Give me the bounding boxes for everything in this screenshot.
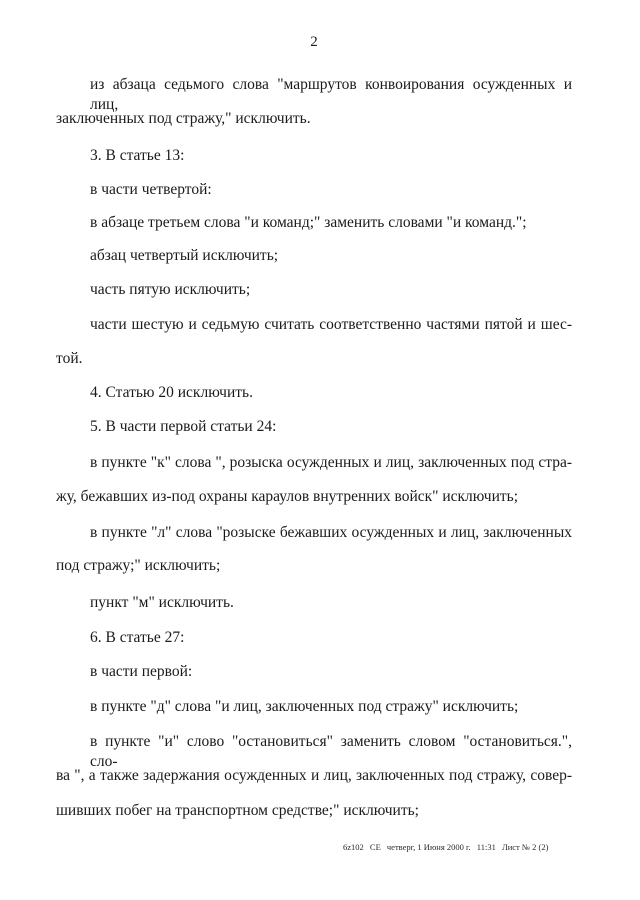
text-line: часть пятую исключить; xyxy=(90,281,251,298)
page-number: 2 xyxy=(310,34,318,50)
text-line: пункт "м" исключить. xyxy=(90,594,234,611)
text-line: жу, бежавших из-под охраны караулов внутренних войск" исключить; xyxy=(56,488,519,505)
footer-time: 11:31 xyxy=(476,842,496,852)
text-line: шивших побег на транспортном средстве;" исключить; xyxy=(56,802,419,819)
footer-code: 6z102 xyxy=(343,842,364,852)
footer-date: четверг, 1 Июня 2000 г. xyxy=(386,842,471,852)
text-line: в пункте "и" слово "остановиться" заменить словом "остановиться.", сло- xyxy=(90,733,572,770)
text-line: 3. В статье 13: xyxy=(90,147,185,164)
text-line: ва ", а также задержания осужденных и лиц, заключенных под стражу, совер- xyxy=(56,767,572,784)
text-line: в части первой: xyxy=(90,663,193,680)
text-line: 4. Статью 20 исключить. xyxy=(90,384,253,401)
text-line: заключенных под стражу," исключить. xyxy=(56,110,311,127)
text-line: в абзаце третьем слова "и команд;" заменить словами "и команд."; xyxy=(90,214,527,231)
footer-abbr: CE xyxy=(369,842,381,852)
text-line: в пункте "л" слова "розыске бежавших осужденных и лиц, заключенных xyxy=(90,524,572,541)
text-line: 5. В части первой статьи 24: xyxy=(90,418,277,435)
text-line: части шестую и седьмую считать соответственно частями пятой и шес- xyxy=(90,316,572,333)
footer-stamp xyxy=(343,842,552,852)
text-line: абзац четвертый исключить; xyxy=(90,247,279,264)
text-line: под стражу;" исключить; xyxy=(56,557,221,574)
text-line: из абзаца седьмого слова "маршрутов конвоирования осужденных и лиц, xyxy=(90,76,572,113)
text-line: 6. В статье 27: xyxy=(90,629,185,646)
text-line: в пункте "к" слова ", розыска осужденных и лиц, заключенных под стра- xyxy=(90,454,572,471)
footer-sheet: Лист № 2 (2) xyxy=(501,842,549,852)
text-line: в пункте "д" слова "и лиц, заключенных под стражу" исключить; xyxy=(90,698,519,715)
text-line: той. xyxy=(56,350,83,367)
text-line: в части четвертой: xyxy=(90,181,212,198)
